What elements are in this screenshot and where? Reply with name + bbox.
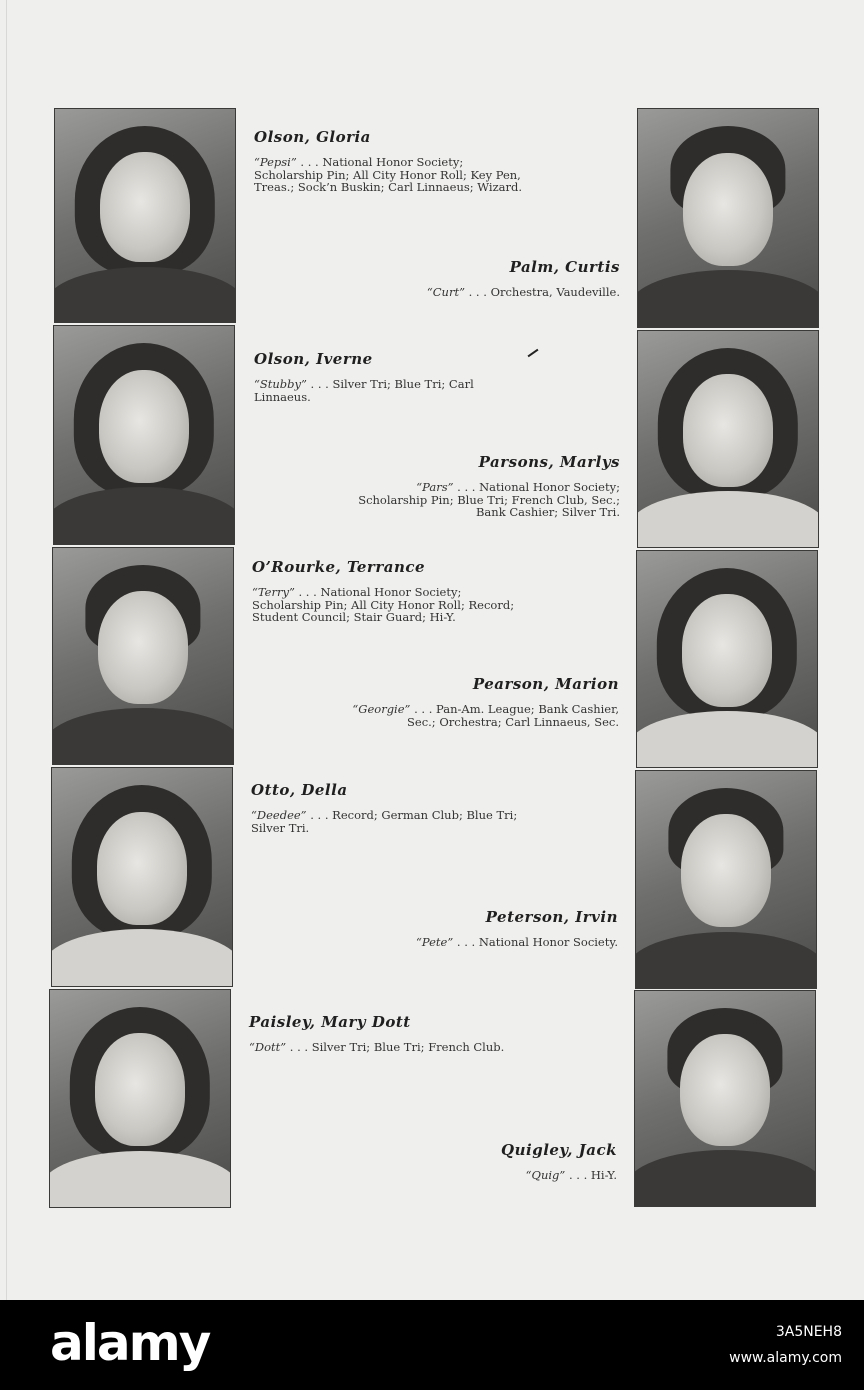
entry-orourke-terrance <box>252 558 524 624</box>
portrait-orourke-terrance <box>52 547 234 765</box>
portrait-olson-iverne <box>53 325 235 545</box>
student-activities: “Curt” . . . Orchestra, Vaudeville. <box>426 285 620 299</box>
student-activities: “Terry” . . . National Honor Society; Scholarship Pin; All City Honor Roll; Record; Student Council; Stair Guard; Hi-Y. <box>252 585 515 624</box>
entry-palm-curtis <box>346 258 620 299</box>
entry-olson-iverne <box>254 350 524 403</box>
student-activities: “Quig” . . . Hi-Y. <box>525 1168 617 1182</box>
student-name: O’Rourke, Terrance <box>252 558 426 576</box>
portrait-palm-curtis <box>637 108 819 328</box>
portrait-peterson-irvin <box>635 770 817 989</box>
portrait-paisley-mary-dott <box>49 989 231 1208</box>
student-activities: “Pete” . . . National Honor Society. <box>416 935 618 949</box>
entry-quigley-jack <box>346 1141 617 1182</box>
student-name: Otto, Della <box>251 781 348 799</box>
entry-parsons-marlys <box>348 453 620 519</box>
entry-paisley-mary-dott <box>249 1013 521 1054</box>
image-id: 3A5NEH8 <box>775 1324 842 1340</box>
student-activities: “Dott” . . . Silver Tri; Blue Tri; French Club. <box>249 1040 505 1054</box>
portrait-pearson-marion <box>636 550 818 768</box>
student-name: Olson, Gloria <box>254 128 371 146</box>
portrait-olson-gloria <box>54 108 236 323</box>
entry-peterson-irvin <box>346 908 618 949</box>
student-name: Paisley, Mary Dott <box>249 1013 411 1031</box>
student-name: Parsons, Marlys <box>478 453 620 471</box>
student-activities: “Stubby” . . . Silver Tri; Blue Tri; Carl Linnaeus. <box>254 377 474 404</box>
page-edge <box>6 0 7 1300</box>
pencil-mark <box>528 349 539 358</box>
student-name: Peterson, Irvin <box>485 908 618 926</box>
entry-otto-della <box>251 781 523 834</box>
student-name: Quigley, Jack <box>501 1141 617 1159</box>
student-name: Pearson, Marion <box>472 675 619 693</box>
student-activities: “Georgie” . . . Pan-Am. League; Bank Cashier, Sec.; Orchestra; Carl Linnaeus, Sec. <box>352 702 619 729</box>
student-activities: “Deedee” . . . Record; German Club; Blue Tri; Silver Tri. <box>251 808 518 835</box>
student-activities: “Pars” . . . National Honor Society; Scholarship Pin; Blue Tri; French Club, Sec.; Bank Cashier; Silver Tri. <box>358 480 620 519</box>
portrait-quigley-jack <box>634 990 816 1207</box>
student-name: Olson, Iverne <box>254 350 373 368</box>
portrait-parsons-marlys <box>637 330 819 548</box>
entry-pearson-marion <box>346 675 619 728</box>
entry-olson-gloria <box>254 128 524 194</box>
site-url[interactable]: www.alamy.com <box>729 1350 842 1366</box>
portrait-otto-della <box>51 767 233 987</box>
student-activities: “Pepsi” . . . National Honor Society; Scholarship Pin; All City Honor Roll; Key Pen, Treas.; Sock’n Buskin; Carl Linnaeus; Wizard. <box>254 155 523 194</box>
brand-logo[interactable]: alamy <box>50 1314 210 1372</box>
watermark-footer <box>0 1300 864 1390</box>
student-name: Palm, Curtis <box>509 258 620 276</box>
